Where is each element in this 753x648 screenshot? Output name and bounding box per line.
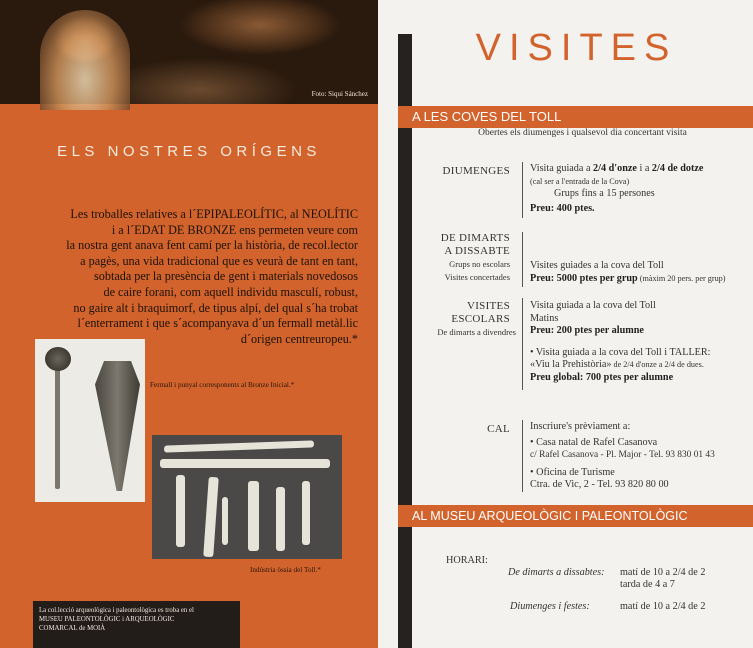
- dimarts-price-note: (màxim 20 pers. per grup): [637, 273, 726, 283]
- cave-photo: [0, 0, 378, 104]
- cal-line: Ctra. de Vic, 2 - Tel. 93 820 80 00: [530, 479, 669, 491]
- dimarts-price: Preu: 5000 ptes per grup: [530, 272, 638, 284]
- pin-shape: [55, 354, 60, 489]
- museu-band: AL MUSEU ARQUEOLÒGIC I PALEONTOLÒGIC: [398, 505, 753, 527]
- text-span: Visita guiada a: [530, 163, 594, 174]
- dimarts-line: Visites guiades a la cova del Toll: [530, 260, 664, 271]
- intro-line: sobtada per la presència de gent i materials novedosos: [94, 269, 358, 284]
- escolars-price: Preu: 200 ptes per alumne: [530, 325, 644, 337]
- bone-shape: [248, 481, 259, 551]
- horari-row1-time2: tarda de 4 a 7: [620, 579, 675, 590]
- divider-line: [522, 298, 523, 390]
- museum-note-line: COMARCAL de MOIÀ: [39, 624, 106, 632]
- coves-band: A LES COVES DEL TOLL: [398, 106, 753, 128]
- bone-shape: [164, 440, 314, 452]
- divider-line: [522, 162, 523, 218]
- escolars-line: Visita guiada a la cova del Toll: [530, 300, 656, 311]
- diumenges-price: Preu: 400 ptes.: [530, 202, 595, 214]
- bone-shape: [160, 459, 330, 468]
- diumenges-line: (cal ser a l'entrada de la Cova): [530, 176, 630, 186]
- escolars-details: [530, 300, 711, 385]
- bone-shape: [302, 481, 310, 545]
- pinhead-shape: [45, 347, 71, 371]
- dimarts-details: [530, 260, 726, 285]
- opening-subtitle: Obertes els diumenges i qualsevol dia concertant visita: [478, 128, 687, 138]
- label-line: A DISSABTE: [444, 245, 510, 257]
- divider-line: [522, 420, 523, 492]
- intro-text: [18, 207, 358, 347]
- cal-line: • Oficina de Turisme: [530, 466, 615, 478]
- museum-note-box: [33, 601, 240, 648]
- visites-title: VISITES: [475, 27, 678, 69]
- bronze-artifacts-photo: [35, 339, 145, 502]
- horari-row2-time: matí de 10 a 2/4 de 2: [620, 601, 706, 612]
- time-bold: 2/4 d'onze: [593, 163, 637, 174]
- bronze-caption: Fermall i punyal corresponents al Bronze Inicial.*: [150, 381, 295, 389]
- bone-shape: [176, 475, 185, 547]
- cal-line: c/ Rafel Casanova - Pl. Major - Tel. 93 830 01 43: [530, 450, 715, 461]
- horari-row2-day: Diumenges i festes:: [510, 601, 590, 612]
- diumenges-details: [530, 163, 703, 215]
- horari-label: HORARI:: [446, 555, 488, 566]
- time-bold: 2/4 de dotze: [651, 163, 704, 174]
- bone-caption: Indústria òssia del Toll.*: [250, 566, 321, 574]
- diumenges-label: DIUMENGES: [442, 165, 510, 177]
- photo-credit: Foto: Siqui Sánchez: [311, 90, 368, 98]
- taller-line: • Visita guiada a la cova del Toll i TALLER:: [530, 346, 711, 358]
- label-line: VISITES: [466, 300, 510, 312]
- escolars-label: [420, 300, 516, 339]
- intro-line: la nostra gent anava fent camí per la història, de recol.lector: [66, 238, 358, 253]
- taller-time: de 2/4 d'onze a 2/4 de dues.: [611, 360, 704, 370]
- intro-line: de caire forani, com aquell individu masculí, robust,: [103, 284, 358, 299]
- label-note: Visites concertades: [444, 272, 510, 282]
- cal-details: [530, 421, 715, 492]
- label-note: De dimarts a divendres: [437, 327, 516, 337]
- label-line: DE DIMARTS: [440, 232, 510, 244]
- intro-line: no gaire alt i braquimorf, de tipus alpí, del qual s´ha trobat: [73, 300, 358, 315]
- cal-line: • Casa natal de Rafel Casanova: [530, 436, 658, 448]
- intro-line: i a l´EDAT DE BRONZE ens permeten veure com: [111, 222, 358, 237]
- horari-row1-time1: matí de 10 a 2/4 de 2: [620, 567, 706, 578]
- taller-name: «Viu la Prehistòria»: [530, 359, 612, 371]
- diumenges-line: [530, 163, 703, 176]
- bone-shape: [276, 487, 285, 551]
- diumenges-line: Grups fins a 15 persones: [554, 188, 655, 200]
- bone-tools-photo: [152, 435, 342, 559]
- escolars-line: Matins: [530, 312, 559, 324]
- intro-line: l´enterrament i que s´acompanyava d´un fermall metàl.lic: [77, 316, 358, 331]
- museum-note-line: MUSEU PALEONTOLÒGIC i ARQUEOLÒGIC: [39, 615, 175, 623]
- horari-row1-day: De dimarts a dissabtes:: [508, 567, 605, 578]
- intro-line: a pagès, una vida tradicional que es veurà de tant en tant,: [80, 253, 358, 268]
- bone-shape: [222, 497, 228, 545]
- intro-line: d´origen centreuropeu.*: [240, 331, 358, 346]
- label-note: Grups no escolars: [449, 259, 510, 269]
- bone-shape: [203, 477, 219, 558]
- dagger-shape: [95, 361, 140, 491]
- museum-note-line: La col.lecció arqueològica i paleontològica es troba en el: [39, 607, 194, 614]
- text-span: i a: [636, 163, 652, 174]
- origins-title: ELS NOSTRES ORÍGENS: [57, 143, 321, 160]
- divider-line: [522, 232, 523, 287]
- cave-arch-shape: [40, 10, 130, 110]
- taller-price: Preu global: 700 ptes per alumne: [530, 371, 674, 383]
- cal-line: Inscriure's prèviament a:: [530, 421, 631, 432]
- cal-label: CAL: [487, 423, 510, 435]
- intro-line: Les troballes relatives a l´EPIPALEOLÍTIC, al NEOLÍTIC: [70, 207, 358, 221]
- label-line: ESCOLARS: [451, 313, 510, 325]
- dimarts-label: [420, 232, 510, 284]
